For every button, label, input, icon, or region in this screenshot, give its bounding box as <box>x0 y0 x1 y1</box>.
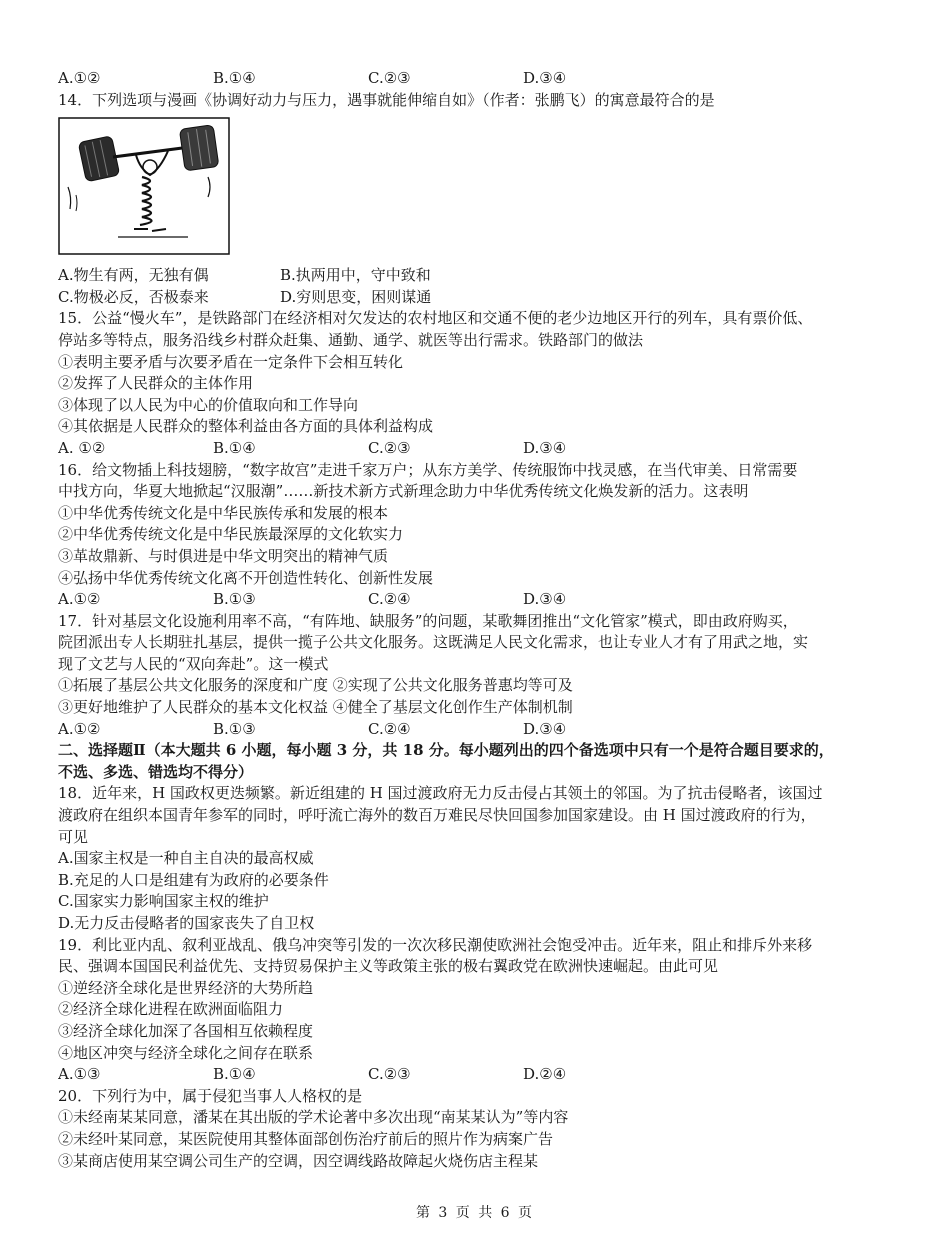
q17-stem-line2: 院团派出专人长期驻扎基层，提供一揽子公共文化服务。这既满足人民文化需求，也让专业人才有了用武之地，实 <box>58 633 809 652</box>
q15-item-2: ②发挥了人民群众的主体作用 <box>58 374 254 393</box>
q18-option-c: C.国家实力影响国家主权的维护 <box>58 892 269 911</box>
option-b: B.①④ <box>213 69 256 87</box>
q15-stem-line1: 15．公益“慢火车”，是铁路部门在经济相对欠发达的农村地区和交通不便的老少边地区开行的列车，具有票价低、 <box>58 309 813 328</box>
q18-option-d: D.无力反击侵略者的国家丧失了自卫权 <box>58 914 315 932</box>
q15-item-3: ③体现了以人民为中心的价值取向和工作导向 <box>58 395 359 414</box>
q18-option-a: A.国家主权是一种自主自决的最高权威 <box>58 849 314 868</box>
option-c: C.②③ <box>368 1065 411 1084</box>
q16-item-2: ②中华优秀传统文化是中华民族最深厚的文化软实力 <box>58 525 404 544</box>
q20-item-1: ①未经南某某同意，潘某在其出版的学术论著中多次出现“南某某认为”等内容 <box>58 1108 569 1127</box>
option-c: C.②③ <box>368 438 411 457</box>
q19-item-2: ②经济全球化进程在欧洲面临阻力 <box>58 1000 284 1019</box>
q16-item-3: ③革故鼎新、与时俱进是中华文明突出的精神气质 <box>58 546 389 565</box>
q13-options <box>58 68 900 90</box>
q17-items-row1: ①拓展了基层公共文化服务的深度和广度 ②实现了公共文化服务普惠均等可及 <box>58 676 573 695</box>
q15-item-4: ④其依据是人民群众的整体利益由各方面的具体利益构成 <box>58 417 434 436</box>
option-a: A.①③ <box>58 1065 101 1084</box>
option-c: C.②④ <box>368 590 411 609</box>
option-a: A.①② <box>58 590 101 609</box>
q20-stem: 20．下列行为中，属于侵犯当事人人格权的是 <box>58 1086 363 1105</box>
q17-stem-line1: 17．针对基层文化设施利用率不高，“有阵地、缺服务”的问题，某歌舞团推出“文化管家”模式，即由政府购买， <box>58 611 798 630</box>
option-b: B.①④ <box>213 1065 256 1084</box>
q17-stem-line3: 现了文艺与人民的“双向奔赴”。这一模式 <box>58 654 329 673</box>
q19-item-1: ①逆经济全球化是世界经济的大势所趋 <box>58 978 314 997</box>
option-b: B.执两用中，守中致和 <box>280 266 431 285</box>
option-d: D.穷则思变，困则谋通 <box>280 287 432 306</box>
option-c: C.②③ <box>368 69 411 87</box>
option-a: A. ①② <box>58 438 106 457</box>
q20-item-3: ③某商店使用某空调公司生产的空调，因空调线路故障起火烧伤店主程某 <box>58 1151 539 1170</box>
q19-stem-line2: 民、强调本国国民利益优先、支持贸易保护主义等政策主张的极右翼政党在欧洲快速崛起。由此可见 <box>58 957 719 976</box>
option-b: B.①④ <box>213 438 256 457</box>
section-2-heading-line1: 二、选择题Ⅱ（本大题共 6 小题，每小题 3 分，共 18 分。每小题列出的四个备选项中只有一个是符合题目要求的， <box>58 741 834 760</box>
q20-item-2: ②未经叶某同意，某医院使用其整体面部创伤治疗前后的照片作为病案广告 <box>58 1129 554 1148</box>
q18-stem-line2: 渡政府在组织本国青年参军的同时，呼吁流亡海外的数百万难民尽快回国参加国家建设。由 H 国过渡政府的行为， <box>58 806 816 825</box>
weightlifter-spring-cartoon <box>58 117 230 255</box>
q15-stem-line2: 停站多等特点，服务沿线乡村群众赶集、通勤、通学、就医等出行需求。铁路部门的做法 <box>58 330 644 349</box>
q16-stem-line1: 16．给文物插上科技翅膀，“数字故宫”走进千家万户；从东方美学、传统服饰中找灵感，在当代审美、日常需要 <box>58 460 798 479</box>
option-c: C.②④ <box>368 719 411 738</box>
cartoon-image <box>58 117 230 255</box>
q19-item-3: ③经济全球化加深了各国相互依赖程度 <box>58 1021 314 1040</box>
option-a: A.物生有两，无独有偶 <box>58 266 209 285</box>
q14-options-row1 <box>58 265 900 287</box>
option-d: D.③④ <box>523 438 567 457</box>
option-c: C.物极必反，否极泰来 <box>58 287 209 306</box>
option-a: A.①② <box>58 719 101 738</box>
q15-item-1: ①表明主要矛盾与次要矛盾在一定条件下会相互转化 <box>58 352 404 371</box>
option-b: B.①③ <box>213 590 256 609</box>
q16-stem-line2: 中找方向，华夏大地掀起“汉服潮”……新技术新方式新理念助力中华优秀传统文化焕发新的活力。这表明 <box>58 482 749 501</box>
q18-option-b: B.充足的人口是组建有为政府的必要条件 <box>58 870 329 889</box>
option-a: A.①② <box>58 69 101 87</box>
page-footer: 第 3 页 共 6 页 <box>415 1205 535 1221</box>
option-d: D.②④ <box>523 1065 567 1084</box>
q16-options <box>58 589 900 611</box>
q19-stem-line1: 19．利比亚内乱、叙利亚战乱、俄乌冲突等引发的一次次移民潮使欧洲社会饱受冲击。近年来，阻止和排斥外来移 <box>58 935 813 954</box>
exam-page <box>58 68 900 1172</box>
option-d: D.③④ <box>523 590 567 609</box>
q17-items-row2: ③更好地维护了人民群众的基本文化权益 ④健全了基层文化创作生产体制机制 <box>58 698 573 717</box>
option-b: B.①③ <box>213 719 256 738</box>
q19-item-4: ④地区冲突与经济全球化之间存在联系 <box>58 1043 314 1062</box>
option-d: D.③④ <box>523 69 567 87</box>
q18-stem-line3: 可见 <box>58 827 89 846</box>
q16-item-1: ①中华优秀传统文化是中华民族传承和发展的根本 <box>58 503 389 522</box>
q18-stem-line1: 18．近年来，H 国政权更迭频繁。新近组建的 H 国过渡政府无力反击侵占其领土的邻国。为了抗击侵略者，该国过 <box>58 784 823 803</box>
q17-options <box>58 719 900 741</box>
q14-stem: 14．下列选项与漫画《协调好动力与压力，遇事就能伸缩自如》（作者：张鹏飞）的寓意最符合的是 <box>58 90 715 109</box>
section-2-heading-line2: 不选、多选、错选均不得分） <box>58 762 254 781</box>
q19-options <box>58 1064 900 1086</box>
q15-options <box>58 438 900 460</box>
q16-item-4: ④弘扬中华优秀传统文化离不开创造性转化、创新性发展 <box>58 568 434 587</box>
option-d: D.③④ <box>523 719 567 738</box>
q14-options-row2 <box>58 287 900 309</box>
